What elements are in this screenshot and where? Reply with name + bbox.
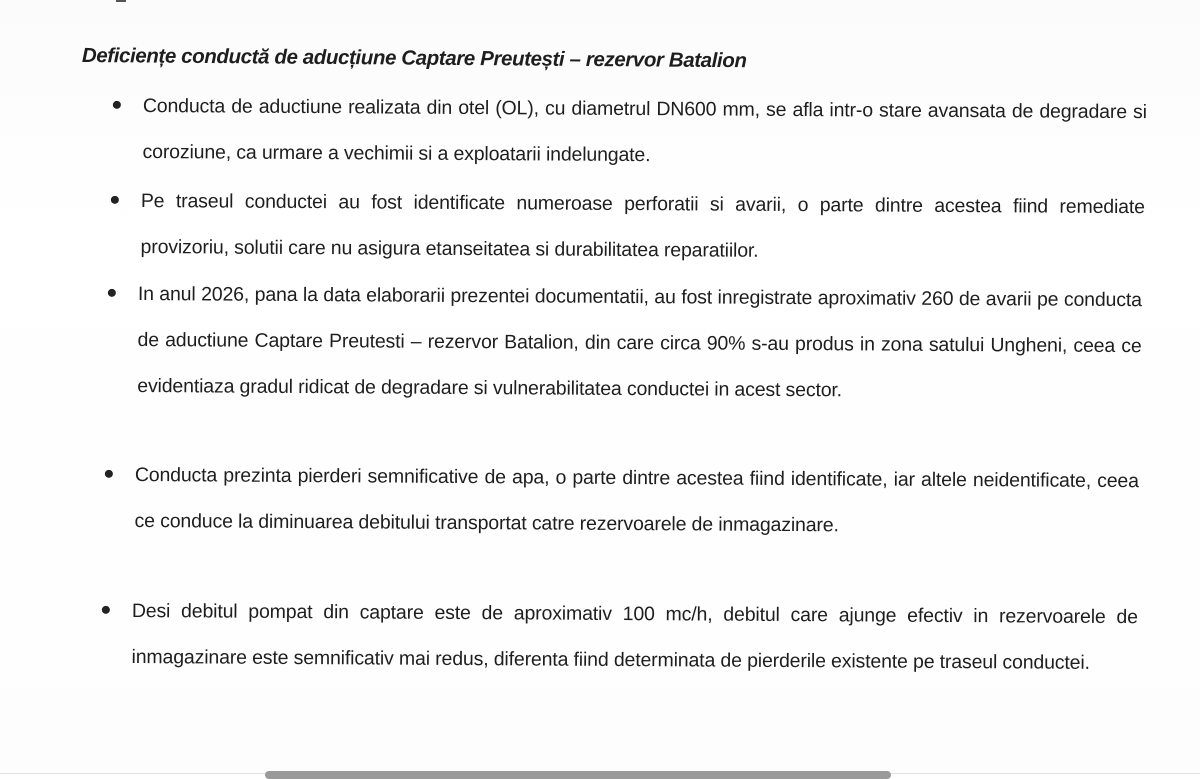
section-heading: Deficiențe conductă de aducțiune Captare Preutești – rezervor Batalion (81, 44, 747, 73)
list-item (131, 588, 1138, 686)
bullet-icon (102, 606, 110, 614)
horizontal-scrollbar[interactable] (265, 771, 891, 779)
list-item-text: Conducta prezinta pierderi semnificative de apa, o parte dintre acestea fiind identificate, iar altele neidentificate, ceea ce conduce la diminuarea debitului transportat catre rezervoarele de inmagazinare. (134, 463, 1139, 537)
list-item (137, 271, 1142, 415)
bullet-icon (113, 101, 121, 109)
list-item (140, 178, 1145, 276)
list-item-text: In anul 2026, pana la data elaborarii prezentei documentatii, au fost inregistrate aproximativ 260 de avarii pe conducta de aductiune Captare Preutesti – rezervor Batalion, din care circa 90% s-au produs in zona satului Ungheni, ceea ce evidentiaza gradul ridicat de degradare si vulnerabilitatea conductei in acest sector. (137, 282, 1142, 402)
bullet-icon (108, 289, 116, 297)
list-item-text: Pe traseul conductei au fost identificate numeroase perforatii si avarii, o parte dintre acestea fiind remediate provizoriu, solutii care nu asigura etanseitatea si durabilitatea reparatiilor. (140, 189, 1145, 262)
list-item (134, 452, 1139, 550)
list-item-text: Desi debitul pompat din captare este de aproximativ 100 mc/h, debitul care ajunge efectiv in rezervoarele de inmagazinare este semnificativ mai redus, diferenta fiind determinata de pierderile existente pe traseul conductei. (131, 599, 1138, 674)
list-item (142, 83, 1147, 181)
bullet-icon (105, 470, 113, 478)
list-item-text: Conducta de aductiune realizata din otel (OL), cu diametrul DN600 mm, se afla intr-o stare avansata de degradare si coroziune, ca urmare a vechimii si a exploatarii indelungate. (142, 94, 1147, 167)
bullet-icon (111, 196, 119, 204)
